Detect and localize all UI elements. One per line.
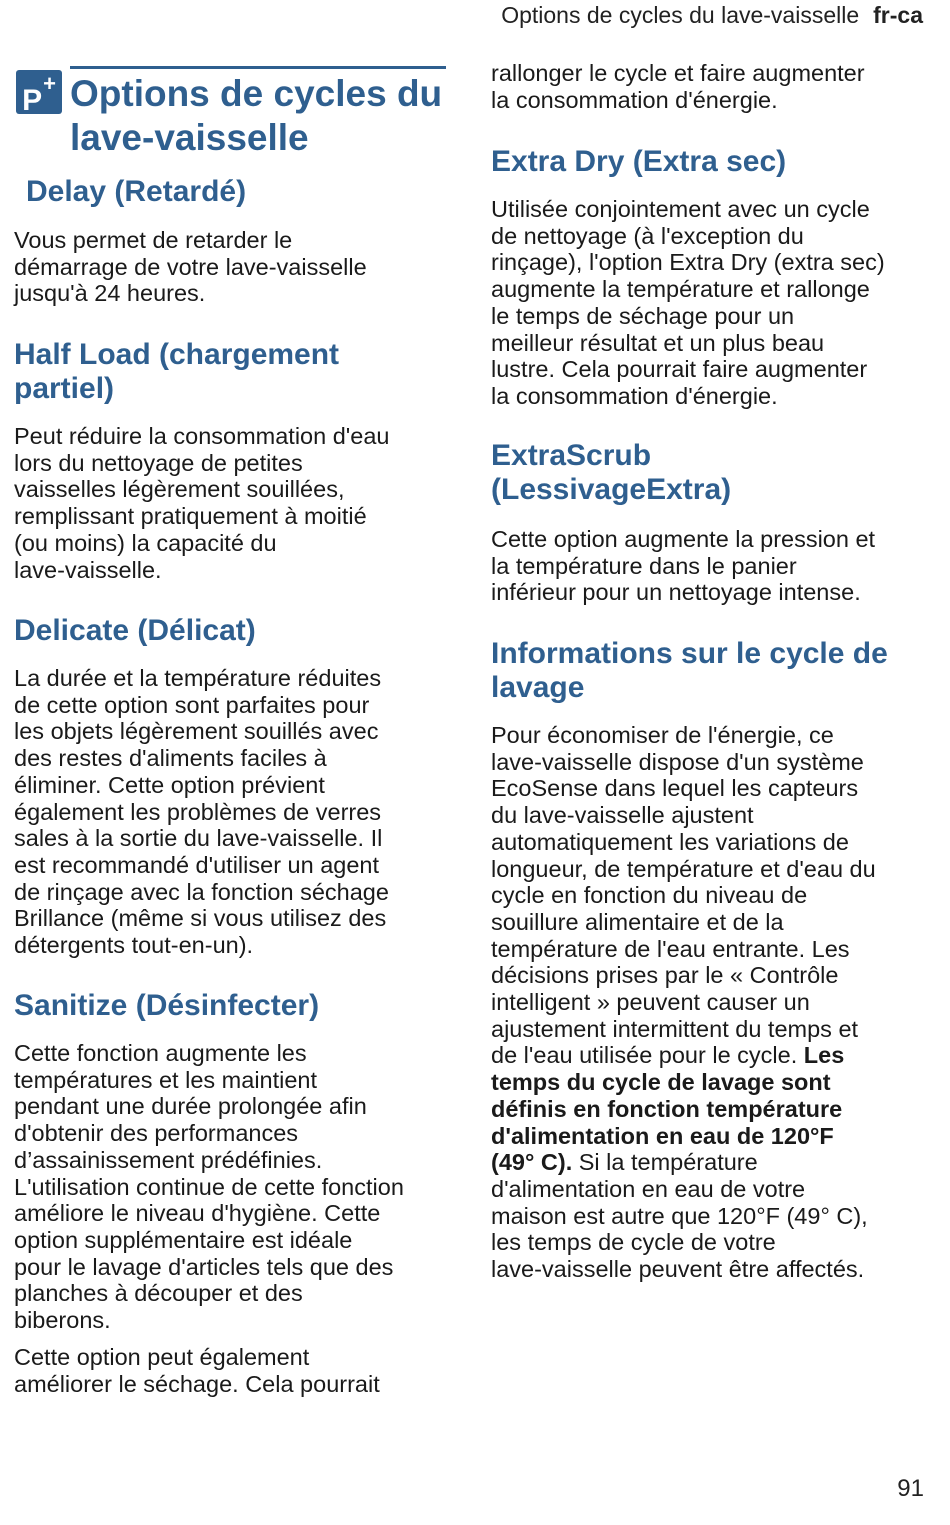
delicate-text: La durée et la température réduites de cette option sont parfaites pour les objets légèrement souillés avec des restes d'aliments faciles à éliminer. Cette option prévient également les problèmes de verres sales à la sortie du lave-vaisselle. Il est recommandé d'utiliser un agent de rinçage avec la fonction séchage Brillance (même si vous utilisez des détergents tout-en-un). xyxy=(14,665,389,959)
language-code: fr-ca xyxy=(873,2,923,28)
heading-half-load: Half Load (chargement partiel) xyxy=(14,338,340,405)
heading-extrascrub: ExtraScrub (LessivageExtra) xyxy=(491,439,732,506)
title-rule xyxy=(70,66,446,69)
heading-extra-dry: Extra Dry (Extra sec) xyxy=(491,145,787,178)
half-load-text: Peut réduire la consommation d'eau lors du nettoyage de petites vaisselles légèrement souillées, remplissant pratiquement à moitié (ou moins) la capacité du lave-vaisselle. xyxy=(14,423,390,583)
page-number: 91 xyxy=(897,1475,924,1502)
extra-dry-text: Utilisée conjointement avec un cycle de nettoyage (à l'exception du rinçage), l'option Extra Dry (extra sec) augmente la température et rallonge le temps de séchage pour un meilleur résultat et un plus beau lustre. Cela pourrait faire augmenter la consommation d'énergie. xyxy=(491,196,885,409)
cycle-info-text: Pour économiser de l'énergie, ce lave-vaisselle dispose d'un système EcoSense dans lequel les capteurs du lave-vaisselle ajustent automatiquement les variations de longueur, de température et d'eau du cycle en fonction du niveau de souillure alimentaire et de la température de l'eau entrante. Les décisions prises par le « Contrôle intelligent » peuvent causer un ajustement intermittent du temps et de l'eau utilisée pour le cycle. Les temps du cycle de lavage sont définis en fonction température d'alimentation en eau de 120°F (49° C). Si la température d'alimentation en eau de votre maison est autre que 120°F (49° C), les temps de cycle de votre lave-vaisselle peuvent être affectés. xyxy=(491,722,876,1283)
running-header-title: Options de cycles du lave-vaisselle xyxy=(501,2,860,28)
running-header xyxy=(501,2,923,29)
p-plus-icon: P+ xyxy=(16,70,62,114)
page-title: Options de cycles du lave-vaisselle xyxy=(70,73,443,158)
heading-cycle-info: Informations sur le cycle de lavage xyxy=(491,637,888,704)
heading-delay: Delay (Retardé) xyxy=(26,175,247,208)
heading-delicate: Delicate (Délicat) xyxy=(14,614,256,647)
sanitize-text-2: Cette option peut également améliorer le séchage. Cela pourrait xyxy=(14,1344,380,1397)
heading-sanitize: Sanitize (Désinfecter) xyxy=(14,989,320,1022)
sanitize-text-continued: rallonger le cycle et faire augmenter la consommation d'énergie. xyxy=(491,60,865,113)
delay-text: Vous permet de retarder le démarrage de votre lave-vaisselle jusqu'à 24 heures. xyxy=(14,227,367,307)
extrascrub-text: Cette option augmente la pression et la température dans le panier inférieur pour un nettoyage intense. xyxy=(491,526,876,606)
sanitize-text: Cette fonction augmente les températures et les maintient pendant une durée prolongée afin d'obtenir des performances d’assainissement prédéfinies. L'utilisation continue de cette fonction améliore le niveau d'hygiène. Cette option supplémentaire est idéale pour le lavage d'articles tels que des planches à découper et des biberons. xyxy=(14,1040,404,1334)
